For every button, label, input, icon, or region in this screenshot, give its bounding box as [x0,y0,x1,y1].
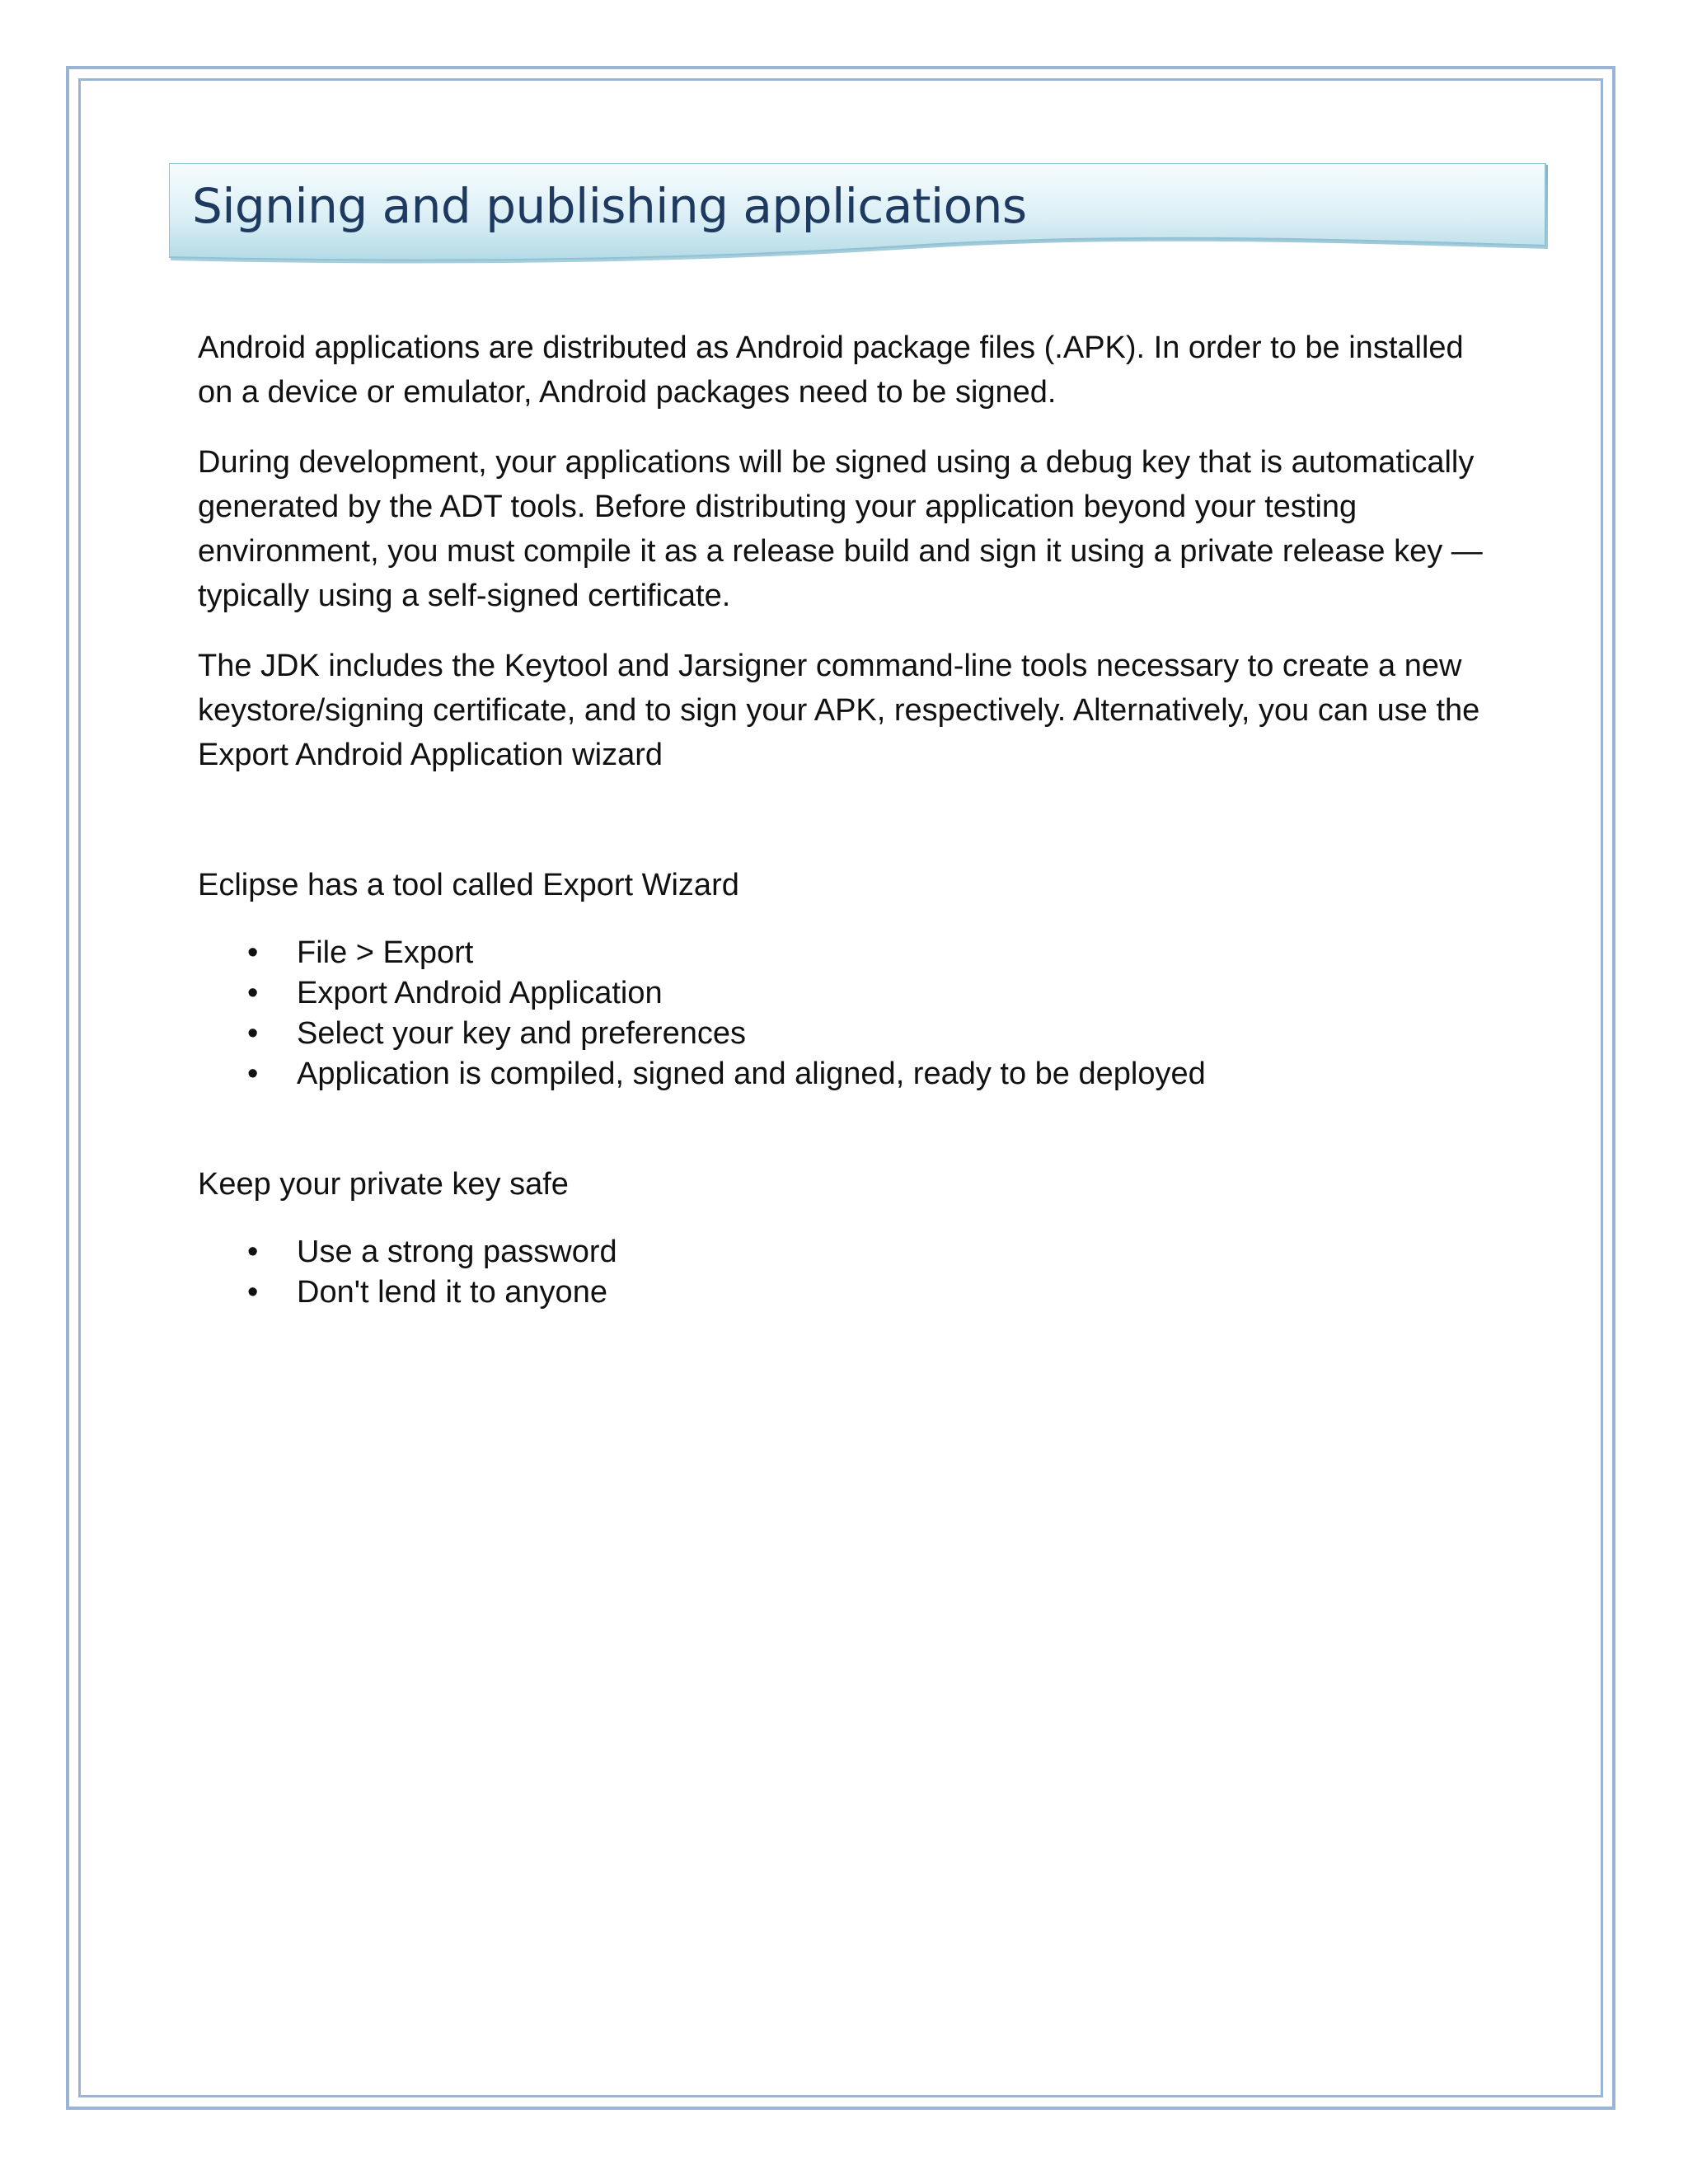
bullet-icon: • [247,1235,259,1269]
title-banner [169,163,1550,272]
list-item: • Don't lend it to anyone [198,1272,1484,1313]
list-item: • Select your key and preferences [198,1014,1484,1054]
list-item: • Export Android Application [198,973,1484,1014]
bullet-icon: • [247,1057,259,1091]
bullet-icon: • [247,976,259,1010]
paragraph-apk-intro: Android applications are distributed as Android package files (.APK). In order to be installed on a device or emulator, Android packages need to be signed. [198,330,1464,410]
list-item: • File > Export [198,933,1484,973]
key-safety-list [198,1232,1484,1313]
bullet-icon: • [247,935,259,970]
export-wizard-heading: Eclipse has a tool called Export Wizard [198,868,739,902]
bullet-icon: • [247,1275,259,1310]
page-title: Signing and publishing applications [192,178,1027,234]
list-item: • Use a strong password [198,1232,1484,1272]
paragraph-jdk-tools: The JDK includes the Keytool and Jarsigner command-line tools necessary to create a new keystore/signing certificate, and to sign your APK, respectively. Alternatively, you can use the Export Android Application wizard [198,649,1480,772]
document-body [198,326,1484,1313]
export-steps-list [198,933,1484,1094]
list-item: • Application is compiled, signed and aligned, ready to be deployed [198,1054,1484,1094]
bullet-icon: • [247,1016,259,1051]
private-key-heading: Keep your private key safe [198,1167,569,1202]
paragraph-debug-key: During development, your applications will be signed using a debug key that is automatically generated by the ADT tools. Before distributing your application beyond your testing environment, you must compile it as a release build and sign it using a private release key — typically using a self-signed certificate. [198,445,1483,613]
